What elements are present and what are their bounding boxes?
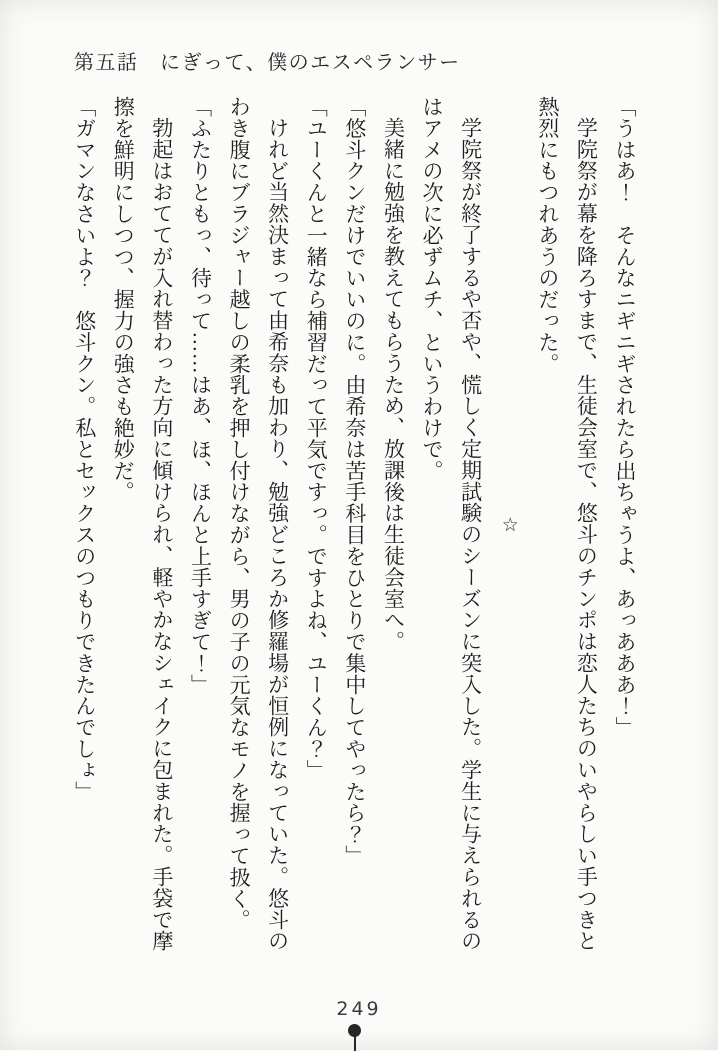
text-column-11: わき腹にブラジャー越しの柔乳を押し付けながら、男の子の元気なモノを握って扱く。 xyxy=(227,96,252,931)
body-text xyxy=(64,96,644,954)
text-column-12: 「ふたりともっ、待って……はあ、ほ、ほんと上手すぎて！」 xyxy=(188,96,213,696)
marker-stem-icon xyxy=(354,1035,356,1051)
chapter-header: 第五話 にぎって、僕のエスペランサー xyxy=(74,52,461,74)
page-number: 249 xyxy=(336,998,382,1020)
text-column-3: 熱烈にもつれあうのだった。 xyxy=(535,96,560,375)
text-column-7: 美緒に勉強を教えてもらうため、放課後は生徒会室へ。 xyxy=(381,117,406,653)
text-column-2: 学院祭が幕を降ろすまで、生徒会室で、悠斗のチンポは恋人たちのいやらしい手つきと xyxy=(574,117,599,952)
text-column-10: けれど当然決まって由希奈も加わり、勉強どころか修羅場が恒例になっていた。悠斗の xyxy=(265,117,290,952)
text-column-8: 「悠斗クンだけでいいのに。由希奈は苦手科目をひとりで集中してやったら？」 xyxy=(342,96,367,867)
text-column-5: 学院祭が終了するや否や、慌しく定期試験のシーズンに突入した。学生に与えられるの xyxy=(458,117,483,952)
section-divider-star: ☆ xyxy=(499,513,521,537)
text-column-13: 勃起はおててが入れ替わった方向に傾けられ、軽やかなシェイクに包まれた。手袋で摩 xyxy=(149,117,174,952)
text-column-6: はアメの次に必ずムチ、というわけで。 xyxy=(420,96,445,482)
page-marker-icon xyxy=(348,1024,362,1050)
text-column-9: 「ユーくんと一緒なら補習だって平気ですっ。ですよね、ユーくん？」 xyxy=(304,96,329,781)
text-column-15: 「ガマンなさいよ？ 悠斗クン。私とセックスのつもりできたんでしょ」 xyxy=(72,96,97,803)
text-column-14: 擦を鮮明にしつつ、握力の強さも絶妙だ。 xyxy=(111,96,136,503)
text-column-1: 「うはあ！ そんなニギニギされたら出ちゃうよ、あっあああ！」 xyxy=(613,96,637,738)
